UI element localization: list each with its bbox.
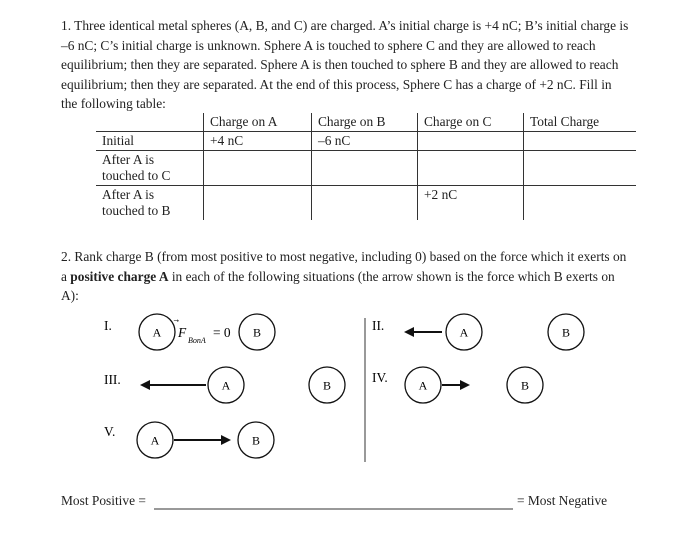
sphere-a-label-II: A — [459, 325, 469, 340]
situation-label-IV: IV. — [372, 370, 388, 385]
sphere-a-label-III: A — [221, 378, 231, 393]
force-vector-arrow — [173, 319, 179, 322]
ranking-most-positive: Most Positive = — [61, 493, 146, 508]
table-header-charge-a: Charge on A — [204, 113, 312, 132]
row-label-after-a-c-line1: After A is — [102, 152, 155, 167]
row-label-initial: Initial — [96, 132, 204, 151]
cell-after-ab-c: +2 nC — [418, 186, 524, 221]
sphere-a-label-IV: A — [418, 378, 428, 393]
row-label-after-a-b-line2: touched to B — [102, 203, 171, 218]
question-2-text-bold: positive charge A — [70, 268, 169, 284]
row-label-after-a-c-line2: touched to C — [102, 168, 171, 183]
sphere-b-label-II: B — [561, 325, 571, 340]
table-header-charge-c: Charge on C — [418, 113, 524, 132]
question-2-text-after: in each of the following situations (the arrow shown is the force which B exerts on A): — [61, 268, 615, 304]
situation-label-V: V. — [104, 424, 116, 439]
force-subscript: BonA — [188, 336, 206, 345]
force-equals-zero: = 0 — [213, 325, 231, 340]
sphere-a-label-I: A — [152, 325, 162, 340]
ranking-most-negative: = Most Negative — [517, 493, 608, 508]
table-header-total-charge: Total Charge — [524, 113, 637, 132]
sphere-b-label-V: B — [251, 433, 261, 448]
sphere-b-label-IV: B — [520, 378, 530, 393]
row-label-after-a-b-line1: After A is — [102, 187, 155, 202]
cell-initial-b: –6 nC — [312, 132, 418, 151]
question-2-text-before: 2. Rank charge B (from most positive to most negative, including 0) based on the force which it exerts on a — [61, 249, 627, 284]
situation-label-II: II. — [372, 318, 385, 333]
sphere-b-label-I: B — [252, 325, 262, 340]
situation-label-III: III. — [104, 372, 121, 387]
table-header-charge-b: Charge on B — [312, 113, 418, 132]
situation-label-I: I. — [104, 318, 112, 333]
question-1-text: 1. Three identical metal spheres (A, B, and C) are charged. A’s initial charge is +4 nC; B’s initial charge is –6 nC; C’s initial charge is unknown. Sphere A is touched to sphere C and they are allowed to reach equilibrium; then they are separated. Sphere A is then touched to sphere B and they are allowed to reach equilibrium; then they are separated. At the end of this process, Sphere C has a charge of +2 nC. Fill in the following table: — [61, 18, 629, 112]
force-symbol: F — [178, 325, 187, 340]
sphere-a-label-V: A — [150, 433, 160, 448]
sphere-b-label-III: B — [322, 378, 332, 393]
cell-initial-a: +4 nC — [204, 132, 312, 151]
